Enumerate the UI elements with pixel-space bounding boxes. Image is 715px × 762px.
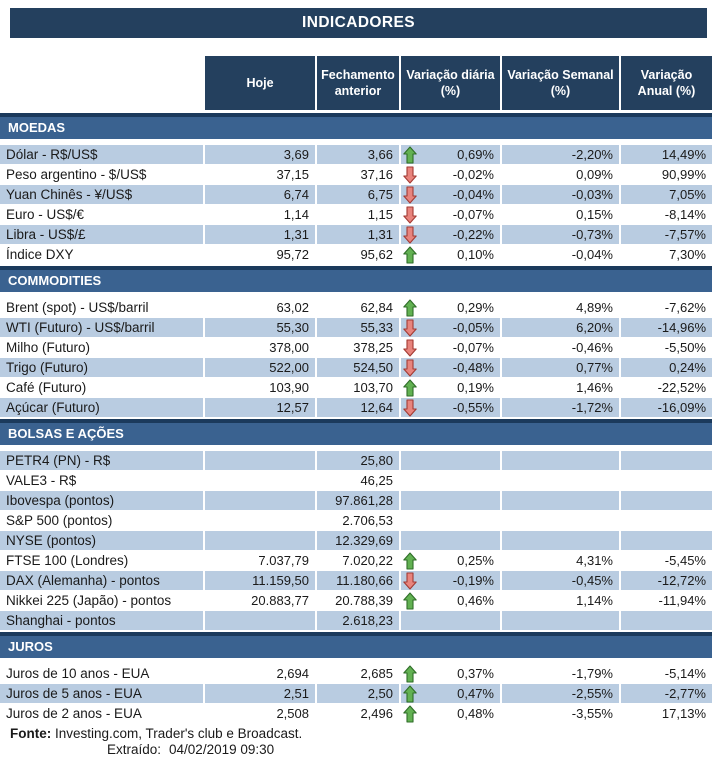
row-label: Milho (Futuro): [6, 340, 91, 355]
row-label: WTI (Futuro) - US$/barril: [0, 318, 203, 337]
down-arrow-icon: [403, 318, 417, 337]
column-header-hoje: Hoje: [205, 56, 315, 110]
variacao-diaria-value: -0,19%: [452, 573, 494, 588]
hoje-value: 55,30: [205, 318, 315, 337]
fechamento-anterior-value: 2,50: [317, 684, 399, 703]
variacao-diaria-cell: [401, 471, 500, 490]
variacao-anual-value: 17,13%: [661, 706, 706, 721]
column-header-variacao-diaria: Variação diária (%): [401, 56, 500, 110]
row-label: Juros de 10 anos - EUA: [6, 666, 150, 681]
variacao-diaria-value: 0,25%: [457, 553, 494, 568]
variacao-diaria-cell: [401, 205, 500, 224]
row-label: Juros de 5 anos - EUA: [0, 684, 203, 703]
row-label: NYSE (pontos): [0, 531, 203, 550]
variacao-anual-value: 7,05%: [621, 185, 712, 204]
variacao-anual-value: [621, 451, 712, 470]
up-arrow-icon: [403, 145, 417, 164]
hoje-value: 103,90: [269, 380, 309, 395]
row-label: Trigo (Futuro): [0, 358, 203, 377]
variacao-anual-value: -22,52%: [657, 380, 706, 395]
hoje-value: 378,00: [269, 340, 309, 355]
variacao-diaria-cell: [401, 185, 500, 204]
fechamento-anterior-value: 1,15: [367, 207, 393, 222]
variacao-semanal-value: 0,15%: [576, 207, 613, 222]
variacao-semanal-value: -0,45%: [502, 571, 619, 590]
variacao-anual-value: -14,96%: [621, 318, 712, 337]
hoje-value: [205, 471, 315, 490]
hoje-value: 95,72: [276, 247, 309, 262]
fechamento-anterior-value: 2.706,53: [342, 513, 393, 528]
row-label: S&P 500 (pontos): [6, 513, 113, 528]
fechamento-anterior-value: 95,62: [360, 247, 393, 262]
variacao-anual-value: [621, 531, 712, 550]
variacao-diaria-cell: [401, 451, 500, 470]
fechamento-anterior-value: 37,16: [360, 167, 393, 182]
hoje-value: 1,14: [283, 207, 309, 222]
hoje-value: 63,02: [276, 300, 309, 315]
hoje-value: [205, 511, 315, 530]
column-header-fechamento-anterior: Fechamento anterior: [317, 56, 399, 110]
row-label: FTSE 100 (Londres): [6, 553, 129, 568]
row-label: VALE3 - R$: [6, 473, 77, 488]
hoje-value: 20.883,77: [251, 593, 309, 608]
variacao-diaria-value: -0,04%: [452, 187, 494, 202]
variacao-semanal-value: -3,55%: [571, 706, 613, 721]
variacao-semanal-value: 1,46%: [576, 380, 613, 395]
hoje-value: [205, 451, 315, 470]
variacao-semanal-value: 6,20%: [502, 318, 619, 337]
fechamento-anterior-value: 55,33: [317, 318, 399, 337]
hoje-value: 7.037,79: [258, 553, 309, 568]
row-label: Nikkei 225 (Japão) - pontos: [6, 593, 172, 608]
variacao-diaria-cell: [401, 398, 500, 417]
hoje-value: 522,00: [205, 358, 315, 377]
hoje-value: 2,694: [276, 666, 309, 681]
fechamento-anterior-value: 378,25: [353, 340, 393, 355]
fechamento-anterior-value: 3,66: [317, 145, 399, 164]
variacao-diaria-value: -0,02%: [452, 167, 494, 182]
source-label: Fonte:: [10, 726, 52, 741]
variacao-semanal-value: -0,04%: [571, 247, 613, 262]
fechamento-anterior-value: 524,50: [317, 358, 399, 377]
variacao-semanal-value: [502, 491, 619, 510]
variacao-diaria-cell: [401, 298, 500, 317]
down-arrow-icon: [403, 571, 417, 590]
section-rows-moedas: [0, 145, 712, 264]
variacao-anual-value: -12,72%: [621, 571, 712, 590]
fechamento-anterior-value: 97.861,28: [317, 491, 399, 510]
variacao-diaria-cell: [401, 491, 500, 510]
variacao-diaria-cell: [401, 704, 500, 723]
variacao-semanal-value: [502, 611, 619, 630]
variacao-diaria-value: -0,48%: [452, 360, 494, 375]
variacao-anual-value: [621, 491, 712, 510]
row-label: Libra - US$/£: [0, 225, 203, 244]
fechamento-anterior-value: 12.329,69: [317, 531, 399, 550]
row-label: PETR4 (PN) - R$: [0, 451, 203, 470]
hoje-value: 11.159,50: [205, 571, 315, 590]
section-rows-bolsas-e-acoes: [0, 451, 712, 630]
fechamento-anterior-value: 7.020,22: [342, 553, 393, 568]
variacao-diaria-value: -0,22%: [452, 227, 494, 242]
variacao-semanal-value: [502, 531, 619, 550]
variacao-semanal-value: [502, 511, 619, 530]
up-arrow-icon: [403, 664, 417, 683]
up-arrow-icon: [403, 684, 417, 703]
variacao-diaria-value: -0,07%: [452, 207, 494, 222]
variacao-semanal-value: -2,55%: [502, 684, 619, 703]
variacao-anual-value: [621, 611, 712, 630]
variacao-diaria-cell: [401, 338, 500, 357]
variacao-diaria-value: 0,37%: [457, 666, 494, 681]
variacao-semanal-value: [502, 451, 619, 470]
hoje-value: 12,57: [205, 398, 315, 417]
variacao-diaria-cell: [401, 611, 500, 630]
down-arrow-icon: [403, 338, 417, 357]
hoje-value: 3,69: [205, 145, 315, 164]
row-label: Juros de 2 anos - EUA: [6, 706, 142, 721]
variacao-diaria-value: 0,10%: [457, 247, 494, 262]
column-header-variacao-anual: Variação Anual (%): [621, 56, 712, 110]
variacao-anual-value: -5,14%: [664, 666, 706, 681]
variacao-semanal-value: 0,77%: [502, 358, 619, 377]
variacao-semanal-value: -2,20%: [502, 145, 619, 164]
fechamento-anterior-value: 12,64: [317, 398, 399, 417]
variacao-anual-value: -5,45%: [664, 553, 706, 568]
hoje-value: [205, 531, 315, 550]
up-arrow-icon: [403, 591, 417, 610]
row-label: Açúcar (Futuro): [0, 398, 203, 417]
variacao-diaria-value: 0,46%: [457, 593, 494, 608]
variacao-diaria-cell: [401, 358, 500, 377]
variacao-semanal-value: 0,09%: [576, 167, 613, 182]
variacao-semanal-value: 4,89%: [576, 300, 613, 315]
variacao-semanal-value: [502, 471, 619, 490]
variacao-diaria-cell: [401, 684, 500, 703]
hoje-value: 6,74: [205, 185, 315, 204]
variacao-diaria-cell: [401, 145, 500, 164]
variacao-anual-value: -5,50%: [664, 340, 706, 355]
fechamento-anterior-value: 25,80: [317, 451, 399, 470]
variacao-semanal-value: -0,46%: [571, 340, 613, 355]
section-rows-commodities: [0, 298, 712, 417]
variacao-diaria-cell: [401, 664, 500, 683]
row-label: Índice DXY: [6, 247, 74, 262]
column-header-variacao-semanal: Variação Semanal (%): [502, 56, 619, 110]
fechamento-anterior-value: 62,84: [360, 300, 393, 315]
variacao-semanal-value: -1,79%: [571, 666, 613, 681]
section-header-moedas: MOEDAS: [0, 113, 712, 139]
table-body: [0, 113, 715, 723]
fechamento-anterior-value: 6,75: [317, 185, 399, 204]
hoje-value: 2,51: [205, 684, 315, 703]
hoje-value: 1,31: [205, 225, 315, 244]
up-arrow-icon: [403, 378, 417, 397]
variacao-anual-value: 90,99%: [661, 167, 706, 182]
variacao-anual-value: 14,49%: [621, 145, 712, 164]
variacao-diaria-cell: [401, 551, 500, 570]
extracted-label: Extraído:: [107, 742, 162, 757]
section-rows-juros: [0, 664, 712, 723]
variacao-semanal-value: 4,31%: [576, 553, 613, 568]
variacao-diaria-value: -0,05%: [452, 320, 494, 335]
row-label: Shanghai - pontos: [0, 611, 203, 630]
variacao-anual-value: [621, 471, 712, 490]
variacao-semanal-value: -0,73%: [502, 225, 619, 244]
down-arrow-icon: [403, 398, 417, 417]
fechamento-anterior-value: 20.788,39: [335, 593, 393, 608]
row-label: Dólar - R$/US$: [0, 145, 203, 164]
fechamento-anterior-value: 2,685: [360, 666, 393, 681]
fechamento-anterior-value: 2,496: [360, 706, 393, 721]
variacao-diaria-value: -0,07%: [452, 340, 494, 355]
fechamento-anterior-value: 103,70: [353, 380, 393, 395]
section-header-commodities: COMMODITIES: [0, 266, 712, 292]
variacao-anual-value: -7,62%: [664, 300, 706, 315]
row-label-column-spacer: [0, 56, 203, 110]
section-header-bolsas-e-acoes: BOLSAS E AÇÕES: [0, 419, 712, 445]
up-arrow-icon: [403, 551, 417, 570]
variacao-anual-value: -7,57%: [621, 225, 712, 244]
variacao-anual-value: -16,09%: [621, 398, 712, 417]
extracted-timestamp: 04/02/2019 09:30: [169, 742, 275, 757]
extracted-line: [107, 742, 715, 757]
page-title: INDICADORES: [10, 8, 707, 38]
variacao-diaria-value: 0,19%: [457, 380, 494, 395]
row-label: DAX (Alemanha) - pontos: [0, 571, 203, 590]
row-label: Yuan Chinês - ¥/US$: [0, 185, 203, 204]
source-line: [10, 726, 715, 741]
up-arrow-icon: [403, 704, 417, 723]
up-arrow-icon: [403, 245, 417, 264]
row-label: Brent (spot) - US$/barril: [6, 300, 149, 315]
variacao-diaria-cell: [401, 165, 500, 184]
footer: [10, 726, 715, 757]
section-header-juros: JUROS: [0, 632, 712, 658]
fechamento-anterior-value: 2.618,23: [317, 611, 399, 630]
variacao-semanal-value: -0,03%: [502, 185, 619, 204]
variacao-diaria-cell: [401, 318, 500, 337]
variacao-diaria-cell: [401, 245, 500, 264]
fechamento-anterior-value: 46,25: [360, 473, 393, 488]
down-arrow-icon: [403, 205, 417, 224]
down-arrow-icon: [403, 165, 417, 184]
hoje-value: 37,15: [276, 167, 309, 182]
down-arrow-icon: [403, 185, 417, 204]
row-label: Euro - US$/€: [6, 207, 85, 222]
variacao-anual-value: [621, 511, 712, 530]
row-label: Peso argentino - $/US$: [6, 167, 147, 182]
variacao-diaria-value: 0,29%: [457, 300, 494, 315]
variacao-diaria-cell: [401, 378, 500, 397]
variacao-diaria-value: 0,47%: [457, 686, 494, 701]
variacao-diaria-value: 0,48%: [457, 706, 494, 721]
variacao-diaria-cell: [401, 571, 500, 590]
hoje-value: [205, 491, 315, 510]
fechamento-anterior-value: 11.180,66: [317, 571, 399, 590]
variacao-diaria-cell: [401, 225, 500, 244]
variacao-anual-value: -8,14%: [664, 207, 706, 222]
variacao-diaria-value: 0,69%: [457, 147, 494, 162]
variacao-anual-value: 7,30%: [669, 247, 706, 262]
variacao-semanal-value: 1,14%: [576, 593, 613, 608]
variacao-anual-value: -11,94%: [658, 593, 706, 608]
variacao-anual-value: 0,24%: [621, 358, 712, 377]
hoje-value: 2,508: [276, 706, 309, 721]
variacao-diaria-cell: [401, 531, 500, 550]
variacao-diaria-cell: [401, 591, 500, 610]
source-text: Investing.com, Trader's club e Broadcast.: [55, 726, 303, 741]
variacao-semanal-value: -1,72%: [502, 398, 619, 417]
variacao-diaria-cell: [401, 511, 500, 530]
fechamento-anterior-value: 1,31: [317, 225, 399, 244]
row-label: Ibovespa (pontos): [0, 491, 203, 510]
down-arrow-icon: [403, 358, 417, 377]
variacao-anual-value: -2,77%: [621, 684, 712, 703]
row-label: Café (Futuro): [6, 380, 87, 395]
variacao-diaria-value: -0,55%: [452, 400, 494, 415]
column-headers: [0, 56, 712, 110]
down-arrow-icon: [403, 225, 417, 244]
hoje-value: [205, 611, 315, 630]
up-arrow-icon: [403, 298, 417, 317]
